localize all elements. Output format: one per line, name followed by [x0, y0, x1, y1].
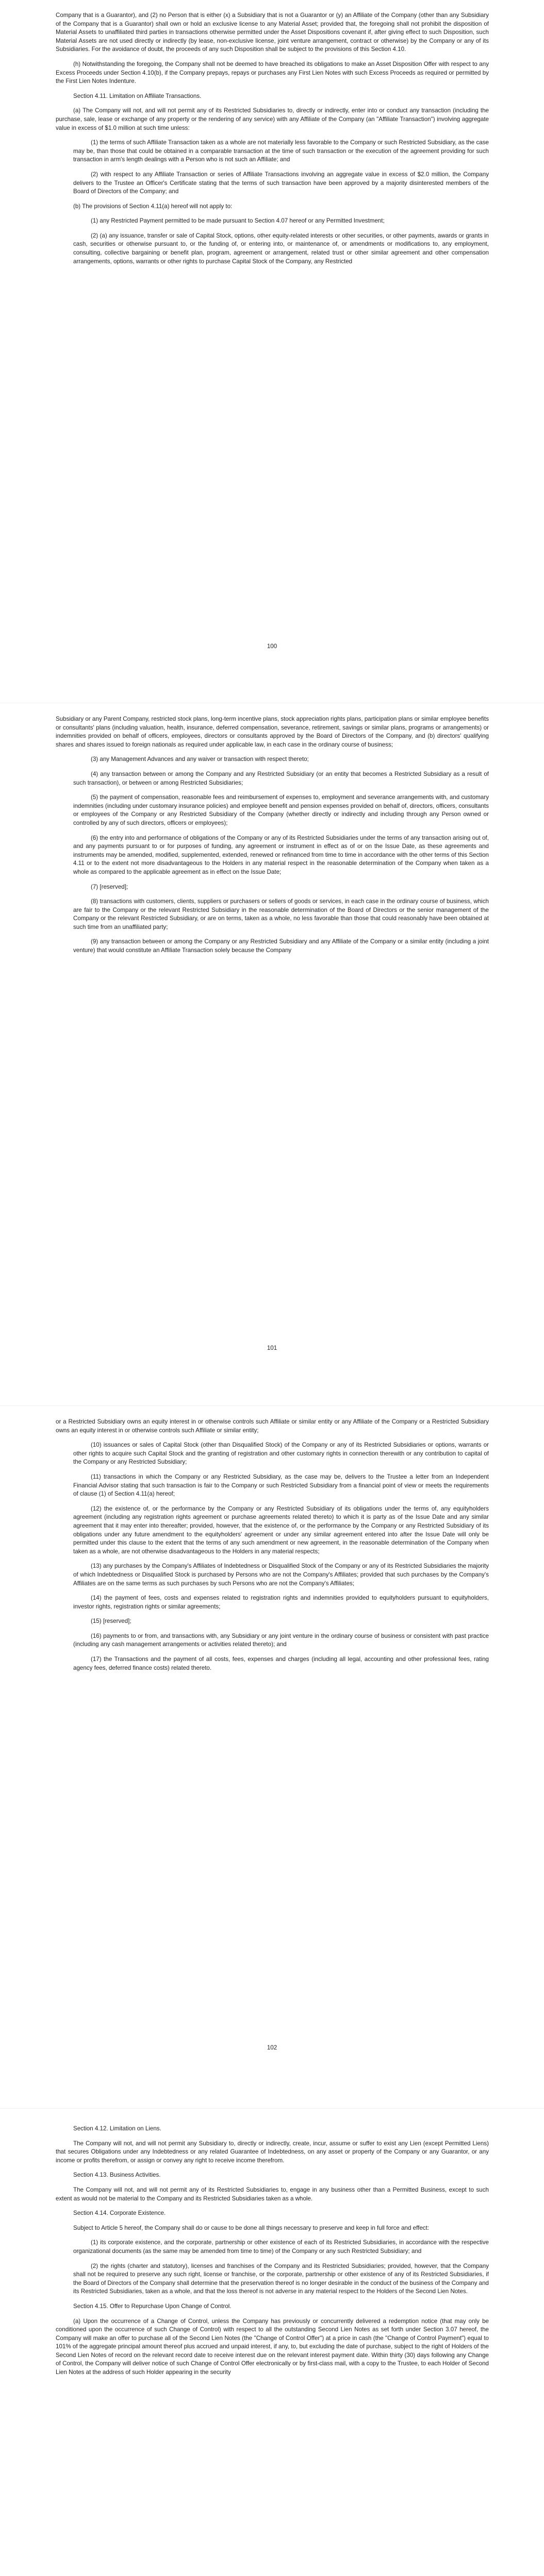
section-heading: Section 4.15. Offer to Repurchase Upon Change of Control. [73, 2302, 232, 2310]
paragraph: Company that is a Guarantor), and (2) no Person that is either (x) a Subsidiary that is not a Guarantor or (y) an Affiliate of the Company (other than any Subsidiary of the Company that is a Guarantor) shall own or hold an exclusive license to any Material Asset; provided that, the foregoing shall not prohibit the disposition of Material Assets to unaffiliated third parties in transactions otherwise permitted under the Asset Dispositions covenant if, after giving effect to such Disposition, such Material Assets are not used directly or indirectly (by lease, non-exclusive license, joint venture arrangement, contract or otherwise) by the Company or any of its Subsidiaries. For the avoidance of doubt, the proceeds of any such Disposition shall be subject to the provisions of this Section 4.10. [56, 12, 489, 53]
page-102-body [56, 1418, 489, 1679]
paragraph: (1) its corporate existence, and the corporate, partnership or other existence of each of its Restricted Subsidiaries, in accordance with the respective organizational documents (as the same may be amended from time to time) of the Company or any such Restricted Subsidiary; and [73, 2239, 489, 2255]
paragraph: (9) any transaction between or among the Company or any Restricted Subsidiary and any Affiliate of the Company or a similar entity (including a joint venture) that would constitute an Affiliate Transaction solely because the Company [73, 938, 489, 954]
section-heading: Section 4.14. Corporate Existence. [73, 2210, 166, 2217]
paragraph: (1) any Restricted Payment permitted to be made pursuant to Section 4.07 hereof or any Permitted Investment; [91, 217, 385, 225]
section-heading: Section 4.11. Limitation on Affiliate Transactions. [73, 92, 202, 99]
paragraph: (7) [reserved]; [91, 883, 128, 890]
page-100-body [56, 11, 489, 272]
paragraph: (a) Upon the occurrence of a Change of Control, unless the Company has previously or concurrently delivered a redemption notice (that may only be conditioned upon the occurrence of such Change of Control) with respect to all the outstanding Second Lien Notes as set forth under Section 3.07 hereof, the Company will make an offer to purchase all of the Second Lien Notes (the "Change of Control Offer") at a price in cash (the "Change of Control Payment") equal to 101% of the aggregate principal amount thereof plus accrued and unpaid interest, if any, to, but excluding the date of purchase, subject to the right of Holders of the Second Lien Notes of record on the relevant record date to receive interest due on the relevant interest payment date. Within thirty (30) days following any Change of Control, the Company will deliver notice of such Change of Control Offer electronically or by first-class mail, with a copy to the Trustee, to each Holder of Second Lien Notes at the address of such Holder appearing in the security [56, 2317, 489, 2376]
page-103-body [56, 2125, 489, 2383]
page-number: 100 [267, 643, 277, 650]
paragraph: (17) the Transactions and the payment of all costs, fees, expenses and charges (including all legal, accounting and other professional fees, rating agency fees, deferred finance costs) related thereto. [73, 1656, 489, 1671]
paragraph: (14) the payment of fees, costs and expenses related to registration rights and indemnities provided to equityholders pursuant to equityholders, investor rights, registration rights or similar agreements; [73, 1595, 489, 1610]
paragraph: (12) the existence of, or the performance by the Company or any Restricted Subsidiary of its obligations under the terms of, any equityholders agreement (including any registration rights agreement or purchase agreements related thereto) to which it is party as of the Issue Date and any similar agreement that it may enter into thereafter; provided, however, that the existence of, or the performance by the Company or any Restricted Subsidiary of its obligations under any future amendment to the equityholders' agreement or under any similar agreement entered into after the Issue Date will only be permitted under this clause to the extent that the terms of any such amendment or new agreement, in the reasonable determination of the Company when taken as a whole, are not otherwise disadvantageous to the Holders in any material respects; [73, 1505, 489, 1555]
paragraph: (4) any transaction between or among the Company and any Restricted Subsidiary (or an entity that becomes a Restricted Subsidiary as a result of such transaction), or between or among Restricted Subsidiaries; [73, 770, 489, 786]
paragraph: (5) the payment of compensation, reasonable fees and reimbursement of expenses to, employment and severance arrangements with, and customary indemnities (including under customary insurance policies) and employee benefit and pension expenses provided on behalf of, directors, officers, consultants or employees of the Company or any Restricted Subsidiary of the Company (whether directly or indirectly and including through any Person owned or controlled by any of such directors, officers or employees); [73, 794, 489, 826]
paragraph: (15) [reserved]; [91, 1618, 131, 1625]
paragraph: (2) the rights (charter and statutory), licenses and franchises of the Company and its Restricted Subsidiaries; provided, however, that the Company shall not be required to preserve any such right, license or franchise, or the corporate, partnership or other existence of any of its Restricted Subsidiaries, if the Board of Directors of the Company shall determine that the preservation thereof is no longer desirable in the conduct of the business of the Company and its Restricted Subsidiaries, taken as a whole, and that the loss thereof is not adverse in any material respect to the Holders of the Second Lien Notes. [73, 2262, 489, 2295]
page-101-body [56, 715, 489, 961]
paragraph: (13) any purchases by the Company's Affiliates of Indebtedness or Disqualified Stock of the Company or any of its Restricted Subsidiaries the majority of which Indebtedness or Disqualified Stock is purchased by Persons who are not the Company's Affiliates; provided that such purchases by the Company's Affiliates are on the same terms as such purchases by such Persons who are not the Company's Affiliates; [73, 1563, 489, 1587]
paragraph: (h) Notwithstanding the foregoing, the Company shall not be deemed to have breached its obligations to make an Asset Disposition Offer with respect to any Excess Proceeds under Section 4.10(b), if the Company prepays, repays or purchases any First Lien Notes with such Excess Proceeds as required or permitted by the First Lien Notes Indenture. [56, 60, 489, 85]
page-divider [0, 2108, 544, 2109]
page-number: 101 [267, 1345, 277, 1351]
paragraph: (2) with respect to any Affiliate Transaction or series of Affiliate Transactions involving an aggregate value in excess of $2.0 million, the Company delivers to the Trustee an Officer's Certificate stating that the terms of such transaction have been approved by a majority disinterested members of the Board of Directors of the Company; and [73, 171, 489, 195]
section-heading: Section 4.12. Limitation on Liens. [73, 2125, 161, 2132]
paragraph: The Company will not, and will not permit any of its Restricted Subsidiaries to, engage in any business other than a Permitted Business, except to such extent as would not be material to the Company and its Restricted Subsidiaries taken as a whole. [56, 2186, 489, 2202]
paragraph: Subsidiary or any Parent Company, restricted stock plans, long-term incentive plans, stock appreciation rights plans, participation plans or similar employee benefits or consultants' plans (including valuation, health, insurance, deferred compensation, severance, retirement, savings or similar plans, programs or arrangements) or indemnities provided on behalf of officers, employees, directors or consultants approved by the Board of Directors of the Company, and (b) directors' qualifying shares and shares issued to foreign nationals as required under applicable law, in each case in the ordinary course of business; [56, 716, 489, 748]
page-divider [0, 1405, 544, 1406]
paragraph: (2) (a) any issuance, transfer or sale of Capital Stock, options, other equity-related interests or other securities, or other payments, awards or grants in cash, securities or otherwise pursuant to, or the funding of, or entering into, or maintenance of, or amendments or modifications to, any employment, consulting, collective bargaining or benefit plan, program, agreement or arrangement, related trust or other similar agreement and other compensation arrangements, options, warrants or other rights to purchase Capital Stock of the Company, any Restricted [73, 232, 489, 265]
paragraph: (11) transactions in which the Company or any Restricted Subsidiary, as the case may be, delivers to the Trustee a letter from an Independent Financial Advisor stating that such transaction is fair to the Company or such Restricted Subsidiary from a financial point of view or meets the requirements of clause (1) of Section 4.11(a) hereof; [73, 1473, 489, 1498]
paragraph: or a Restricted Subsidiary owns an equity interest in or otherwise controls such Affiliate or similar entity or any Affiliate of the Company or a Restricted Subsidiary owns an equity interest in or otherwise controls such Affiliate or similar entity; [56, 1418, 489, 1434]
paragraph: The Company will not, and will not permit any Subsidiary to, directly or indirectly, create, incur, assume or suffer to exist any Lien (except Permitted Liens) that secures Obligations under any Indebtedness or any related Guarantee of Indebtedness, on any asset or property of the Company or any Guarantor, or any income or profits therefrom, or assign or convey any right to receive income therefrom. [56, 2140, 489, 2164]
paragraph: (3) any Management Advances and any waiver or transaction with respect thereto; [91, 756, 309, 763]
paragraph: Subject to Article 5 hereof, the Company shall do or cause to be done all things necessary to preserve and keep in full force and effect: [73, 2224, 430, 2231]
paragraph: (8) transactions with customers, clients, suppliers or purchasers or sellers of goods or services, in each case in the ordinary course of business, which are fair to the Company or the relevant Restricted Subsidiary in the reasonable determination of the Board of Directors or the senior management of the Company or the relevant Restricted Subsidiary, or are on terms, taken as a whole, no less favorable than those that could reasonably have been obtained at such time from an unaffiliated party; [73, 898, 489, 930]
paragraph: (a) The Company will not, and will not permit any of its Restricted Subsidiaries to, directly or indirectly, enter into or conduct any transaction (including the purchase, sale, lease or exchange of any property or the rendering of any service) with any Affiliate of the Company (an "Affiliate Transaction") involving aggregate value in excess of $1.0 million at such time unless: [56, 107, 489, 131]
paragraph: (6) the entry into and performance of obligations of the Company or any of its Restricted Subsidiaries under the terms of any transaction arising out of, and any payments pursuant to or for purposes of funding, any agreement or instrument in effect as of or on the Issue Date, as these agreements and instruments may be amended, modified, supplemented, extended, renewed or refinanced from time to time in accordance with the other terms of this Section 4.11 or to the extent not more disadvantageous to the Holders in any material respect in the reasonable determination of the Company when taken as a whole as compared to the applicable agreement as in effect on the Issue Date; [73, 834, 489, 875]
paragraph: (16) payments to or from, and transactions with, any Subsidiary or any joint venture in the ordinary course of business or consistent with past practice (including any cash management arrangements or activities related thereto); and [73, 1632, 489, 1648]
section-heading: Section 4.13. Business Activities. [73, 2172, 161, 2179]
paragraph: (b) The provisions of Section 4.11(a) hereof will not apply to: [73, 202, 233, 210]
paragraph: (1) the terms of such Affiliate Transaction taken as a whole are not materially less favorable to the Company or such Restricted Subsidiary, as the case may be, than those that could be obtained in a comparable transaction at the time of such transaction or the execution of the agreement providing for such transaction in arm's length dealings with a Person who is not such an Affiliate; and [73, 139, 489, 163]
paragraph: (10) issuances or sales of Capital Stock (other than Disqualified Stock) of the Company or any of its Restricted Subsidiaries or options, warrants or other rights to acquire such Capital Stock and the granting of registration and other customary rights in connection therewith or any contribution to capital of the Company or any Restricted Subsidiary; [73, 1442, 489, 1466]
page-number: 102 [267, 2044, 277, 2051]
